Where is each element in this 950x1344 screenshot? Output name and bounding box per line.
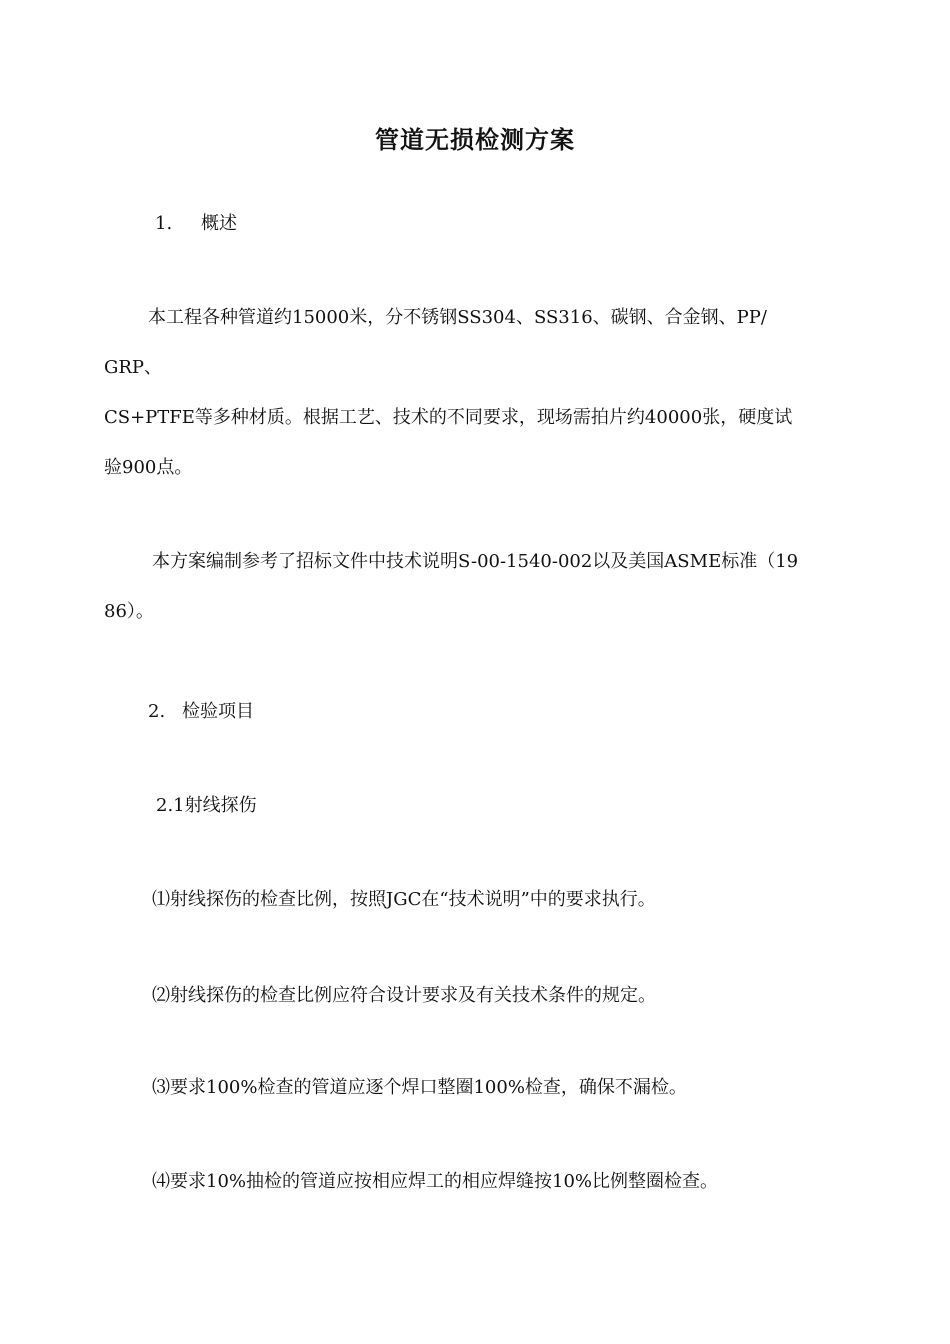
list-item: ⑴射线探伤的检查比例，按照JGC在“技术说明”中的要求执行。 xyxy=(152,889,656,910)
section-1-heading xyxy=(155,212,237,236)
paragraph-2-line-2: 86）。 xyxy=(104,601,154,622)
section-2-number: 2. xyxy=(148,701,166,722)
list-item: ⑷要求10%抽检的管道应按相应焊工的相应焊缝按10%比例整圈检查。 xyxy=(152,1171,719,1192)
paragraph-1-line-3: CS+PTFE等多种材质。根据工艺、技术的不同要求，现场需拍片约40000张，硬度试 xyxy=(104,407,793,428)
paragraph-2-line-1: 本方案编制参考了招标文件中技术说明S-00-1540-002以及美国ASME标准（19 xyxy=(152,551,799,572)
document-title: 管道无损检测方案 xyxy=(375,126,575,154)
section-2-heading xyxy=(148,700,254,724)
list-item: ⑵射线探伤的检查比例应符合设计要求及有关技术条件的规定。 xyxy=(152,985,656,1006)
section-1-number: 1. xyxy=(155,213,173,234)
section-1-title: 概述 xyxy=(201,213,237,234)
paragraph-1-line-2: GRP、 xyxy=(104,357,163,378)
section-2-title: 检验项目 xyxy=(182,701,254,722)
list-item: ⑶要求100%检查的管道应逐个焊口整圈100%检查，确保不漏检。 xyxy=(152,1077,687,1098)
paragraph-1-line-1: 本工程各种管道约15000米，分不锈钢SS304、SS316、碳钢、合金钢、PP/ xyxy=(148,307,767,328)
subsection-2-1-heading: 2.1射线探伤 xyxy=(156,795,257,816)
paragraph-1-line-4: 验900点。 xyxy=(104,457,193,478)
